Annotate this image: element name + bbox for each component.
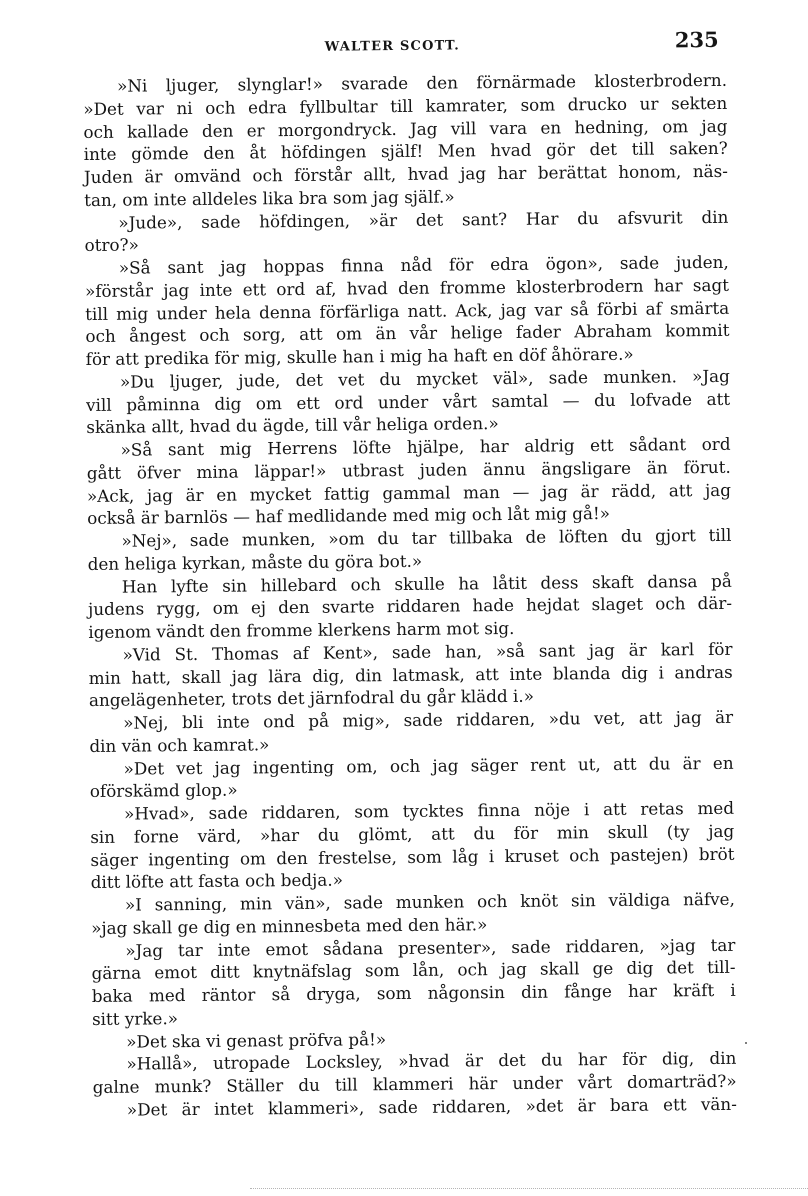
text-line: sitt yrke.» — [91, 1007, 179, 1029]
text-line: min hatt, skall jag lära dig, din latmask, att inte blanda dig i andras — [88, 661, 733, 688]
text-line: »Ni ljuger, slynglar!» svarade den förnärmade klosterbrodern. — [116, 69, 728, 96]
text-line: till mig under hela denna förfärliga natt. Ack, jag var så förbi af smärta — [85, 297, 730, 324]
text-line: galne munk? Ställer du till klammeri här under vårt domarträd?» — [92, 1070, 737, 1097]
text-line: Han lyfte sin hillebard och skulle ha låtit dess skaft dansa på — [121, 570, 732, 597]
text-line: inte gömde den åt höfdingen själf! Men hvad gör det till saken? — [83, 138, 728, 165]
text-line: »Det var ni och edra fyllbultar till kamrater, som drucko ur sekten — [83, 92, 728, 119]
text-line: »Vid St. Thomas af Kent», sade han, »så sant jag är karl för — [122, 638, 733, 665]
text-line: och ångest och sorg, att om än vår helige fader Abraham kommit — [85, 320, 730, 347]
text-line: och kallade den er morgondryck. Jag vill vara en hedning, om jag — [83, 115, 728, 142]
text-line: »Så sant mig Herrens löfte hjälpe, har aldrig ett sådant ord — [120, 433, 731, 460]
text-line: tan, om inte alldeles lika bra som jag själf.» — [84, 186, 455, 210]
text-line: gått öfver mina läppar!» utbrast juden ännu ängsligare än förut. — [86, 456, 731, 483]
body-text — [83, 69, 737, 1122]
text-line: »Nej, bli inte ond på mig», sade riddaren, »du vet, att jag är — [123, 706, 734, 733]
text-line: säger ingenting om den frestelse, som låg i kruset och pastejen) bröt — [90, 843, 735, 870]
text-line: för att predika för mig, skulle han i mig ha haft en döf åhörare.» — [85, 343, 634, 370]
text-line: »Nej», sade munken, »om du tar tillbaka de löften du gjort till — [121, 524, 732, 551]
page-number: 235 — [674, 26, 719, 53]
text-line: »Det är intet klammeri», sade riddaren, »det är bara ett vän- — [126, 1093, 737, 1120]
text-line: oförskämd glop.» — [89, 779, 238, 802]
page-edge-scan-artifact — [250, 1188, 808, 1190]
text-line: »förstår jag inte ett ord af, hvad den fromme klosterbrodern har sagt — [84, 274, 730, 301]
text-line: »Du ljuger, jude, det vet du mycket väl», sade munken. »Jag — [119, 365, 730, 392]
text-line: den heliga kyrkan, måste du göra bot.» — [87, 550, 423, 574]
text-line: »Ack, jag är en mycket fattig gammal man — jag är rädd, att jag — [86, 479, 732, 506]
text-line: »jag skall ge dig en minnesbeta med den här.» — [91, 913, 488, 938]
text-line: ditt löfte att fasta och bedja.» — [90, 869, 344, 893]
text-line: »I sanning, min vän», sade munken och knöt sin väldiga näfve, — [124, 888, 735, 915]
text-line: baka med räntor så dryga, som någonsin din fånge har kräft i — [91, 979, 736, 1006]
text-line: »Jude», sade höfdingen, »är det sant? Har du afsvurit din — [118, 206, 729, 233]
text-line: gärna emot ditt knytnäfslag som lån, och jag skall ge dig det till- — [91, 957, 736, 984]
text-line: Juden är omvänd och förstår allt, hvad jag har berättat honom, näs- — [83, 160, 728, 188]
text-line: din vän och kamrat.» — [89, 734, 270, 756]
text-line: otro?» — [84, 234, 139, 256]
text-line: också är barnlös — haf medlidande med mig och låt mig gå!» — [87, 503, 611, 529]
running-head-title: WALTER SCOTT. — [324, 38, 461, 55]
text-line: igenom vändt den fromme klerkens harm mot sig. — [88, 617, 515, 642]
text-line: »Jag tar inte emot sådana presenter», sade riddaren, »jag tar — [125, 934, 736, 961]
text-line: judens rygg, om ej den svarte riddaren hade hejdat slaget och där- — [87, 593, 733, 620]
text-line: »Hallå», utropade Locksley, »hvad är det du har för dig, din — [126, 1048, 737, 1074]
running-head — [83, 27, 719, 63]
text-line: angelägenheter, trots det järnfodral du går klädd i.» — [88, 685, 535, 711]
text-line: »Det vet jag ingenting om, och jag säger rent ut, att du är en — [123, 752, 734, 779]
text-line: »Så sant jag hoppas finna nåd för edra ögon», sade juden, — [118, 251, 729, 278]
text-line: vill påminna dig om ett ord under vårt samtal — du lofvade att — [86, 388, 731, 415]
text-line: »Det ska vi genast pröfva på!» — [126, 1028, 387, 1052]
text-line: »Hvad», sade riddaren, som tycktes finna nöje i att retas med — [123, 797, 735, 824]
print-speck — [745, 1042, 747, 1044]
text-line: skänka allt, hvad du ägde, till vår heliga orden.» — [86, 413, 499, 438]
text-line: sin forne värd, »har du glömt, att du för min skull (ty jag — [90, 820, 735, 847]
